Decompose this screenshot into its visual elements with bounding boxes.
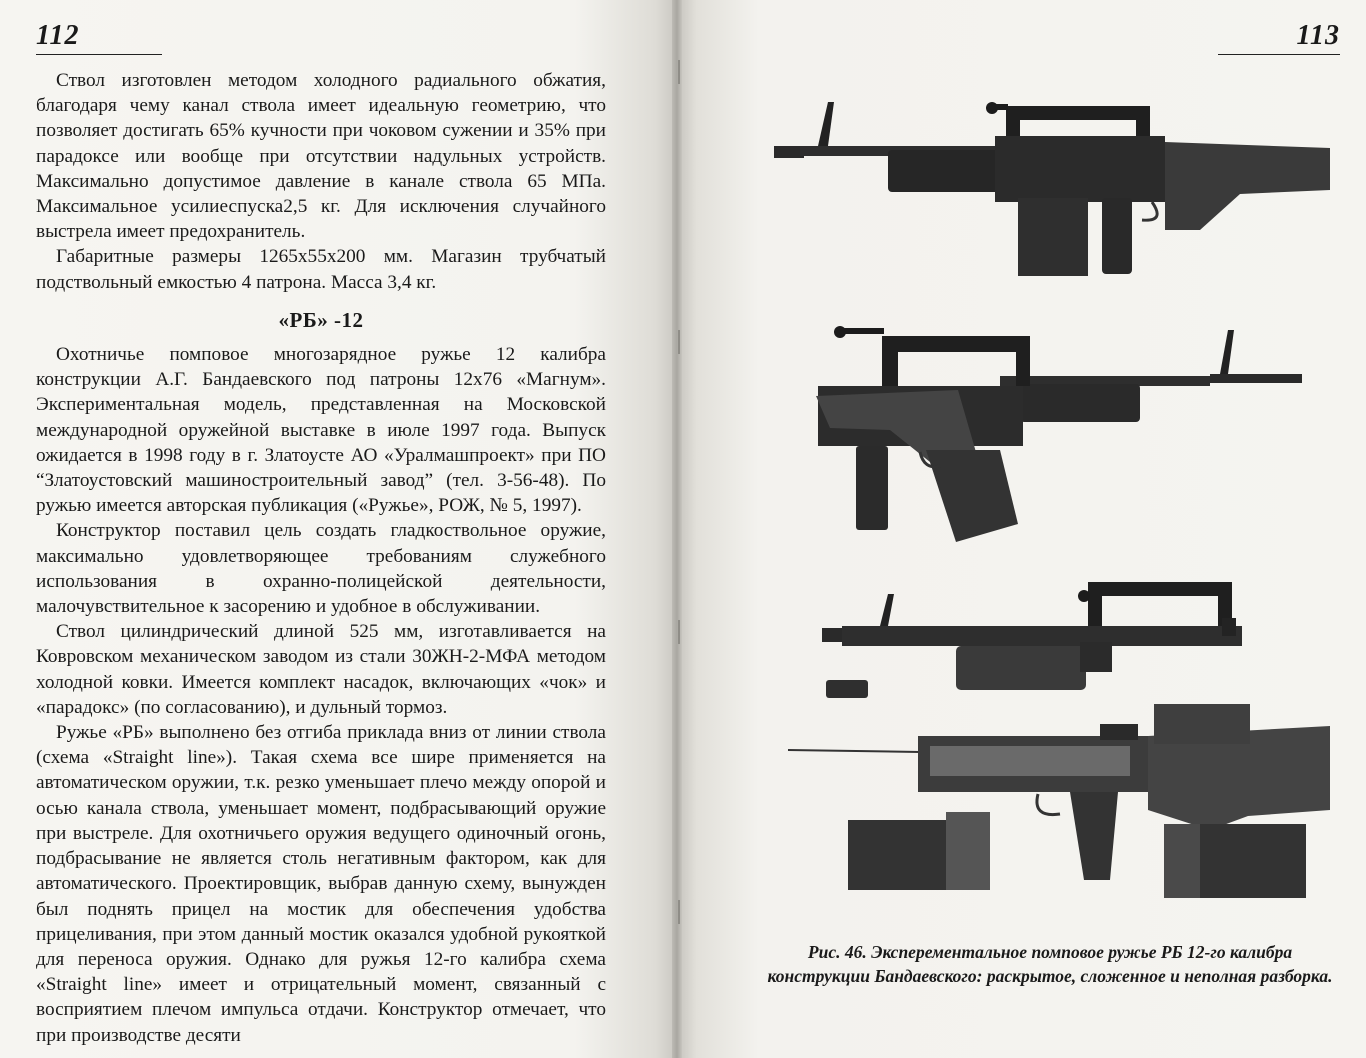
- barrel-assembly-image: [822, 582, 1242, 698]
- paragraph: Конструктор поставил цель создать гладкоствольное оружие, максимально удовлетворяющее требованиям служебного использования в охранно-полицейской деятельности, малочувствительное к засорению и удобное в обслуживании.: [36, 520, 606, 618]
- paragraph: Габаритные размеры 1265х55х200 мм. Магазин трубчатый подствольный емкостью 4 патрона. Масса 3,4 кг.: [36, 246, 606, 293]
- section-heading: «РБ» -12: [278, 307, 364, 332]
- binding-stitch: [678, 330, 680, 354]
- paragraph: Ствол изготовлен методом холодного радиального обжатия, благодаря чему канал ствола имеет идеальную геометрию, что позволяет достигать 65% кучности при чоковом сужении и 35% при парадоксе или вообще при отсутствии надульных устройств. Максимально допустимое давление в канале ствола 65 МПа. Максимальное усилиеспуска2,5 кг. Для исключения случайного выстрела имеет предохранитель.: [36, 70, 606, 243]
- left-page: [0, 0, 676, 1058]
- book-gutter: [672, 0, 682, 1058]
- right-page-number: 113: [1296, 20, 1340, 51]
- binding-stitch: [678, 60, 680, 84]
- right-header-rule: [1218, 54, 1340, 55]
- left-page-number: 112: [36, 20, 80, 51]
- shotgun-folded-image: [816, 326, 1302, 542]
- shotgun-figure: [770, 90, 1340, 920]
- binding-stitch: [678, 900, 680, 924]
- left-text-column: [36, 68, 606, 1048]
- paragraph: Охотничье помповое многозарядное ружье 12 калибра конструкции А.Г. Бандаевского под патроны 12х76 «Магнум». Экспериментальная модель, представленная на Московской международной оружейной выставке в июле 1997 года. Выпуск ожидается в 1998 году в г. Златоусте АО «Уралмашпроект» при ПО “Златоустовский машиностроительный завод” (тел. 3-56-48). По ружью имеется авторская публикация («Ружье», РОЖ, № 5, 1997).: [36, 344, 606, 517]
- binding-stitch: [678, 620, 680, 644]
- left-header-rule: [36, 54, 162, 55]
- figure-caption: Рис. 46. Эксперементальное помповое ружье РБ 12-го калибра конструкции Бандаевского: раскрытое, сложенное и неполная разборка.: [767, 942, 1333, 986]
- shotgun-unfolded-image: [774, 102, 1330, 276]
- paragraph: Ружье «РБ» выполнено без отгиба приклада вниз от линии ствола (схема «Straight line»). Такая схема все шире применяется на автоматическом оружии, т.к. резко уменьшает плечо между опорой и осью канала ствола, уменьшает момент, подбрасывающий оружие при выстреле. Для охотничьего оружия ведущего одиночный огонь, подбрасывание не является столь негативным фактором, как для автоматического. Проектировщик, выбрав данную схему, вынужден был поднять прицел на мостик для обеспечения удобства прицеливания, при этом данный мостик оказался удобной рукояткой для переноса оружия. Однако для ружья 12-го калибра схема «Straight line» имеет и отрицательный момент, связанный с восприятием плечом импульса отдачи. Конструктор отмечает, что при производстве десяти: [36, 722, 606, 1046]
- paragraph: Ствол цилиндрический длиной 525 мм, изготавливается на Ковровском механическом заводом из стали 30ЖН-2-МФА методом холодной ковки. Имеется комплект насадок, включающих «чок» и «парадокс» (по согласованию), и дульный тормоз.: [36, 621, 606, 718]
